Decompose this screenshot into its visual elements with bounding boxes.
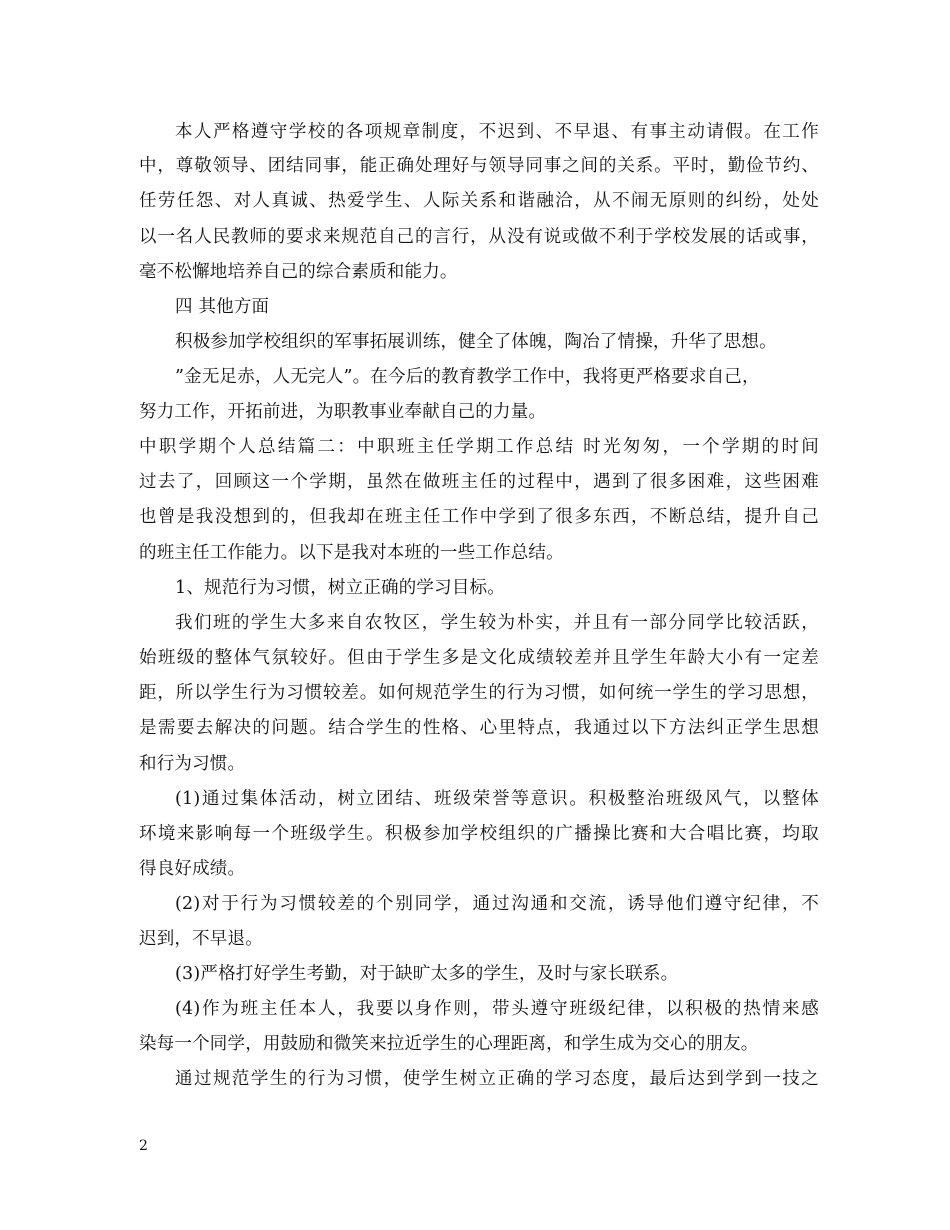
- text-line: 是需要去解决的问题。结合学生的性格、心里特点，我通过以下方法纠正学生思想: [139, 718, 819, 738]
- text-line: 环境来影响每一个班级学生。积极参加学校组织的广播操比赛和大合唱比赛，均取: [139, 824, 819, 844]
- page-number: 2: [139, 1138, 148, 1154]
- text-line: 和行为习惯。: [139, 754, 246, 774]
- text-line: (1)通过集体活动，树立团结、班级荣誉等意识。积极整治班级风气，以整体: [175, 789, 819, 809]
- text-line: 中，尊敬领导、团结同事，能正确处理好与领导同事之间的关系。平时，勤俭节约、: [139, 156, 819, 176]
- text-line: 的班主任工作能力。以下是我对本班的一些工作总结。: [139, 543, 564, 563]
- text-line: (4)作为班主任本人，我要以身作则，带头遵守班级纪律，以积极的热情来感: [175, 999, 819, 1019]
- text-line: 距，所以学生行为习惯较差。如何规范学生的行为习惯，如何统一学生的学习思想，: [139, 683, 819, 703]
- text-line: 努力工作，开拓前进，为职教事业奉献自己的力量。: [139, 402, 547, 422]
- text-line: 得良好成绩。: [139, 859, 246, 879]
- section-heading: 1、规范行为习惯，树立正确的学习目标。: [175, 578, 505, 598]
- text-line: 以一名人民教师的要求来规范自己的言行，从没有说或做不利于学校发展的话或事，: [139, 227, 819, 247]
- text-line: 通过规范学生的行为习惯，使学生树立正确的学习态度，最后达到学到一技之: [175, 1069, 819, 1089]
- text-line: 也曾是我没想到的，但我却在班主任工作中学到了很多东西，不断总结，提升自己: [139, 507, 819, 527]
- text-line: 始班级的整体气氛较好。但由于学生多是文化成绩较差并且学生年龄大小有一定差: [139, 648, 819, 668]
- text-line: 迟到，不早退。: [139, 929, 263, 949]
- text-line: 染每一个同学，用鼓励和微笑来拉近学生的心理距离，和学生成为交心的朋友。: [139, 1034, 759, 1054]
- text-line: (2)对于行为习惯较差的个别同学，通过沟通和交流，诱导他们遵守纪律，不: [175, 894, 819, 914]
- text-line: ”金无足赤，人无完人”。在今后的教育教学工作中，我将更严格要求自己，: [175, 367, 760, 387]
- text-line: 任劳任怨、对人真诚、热爱学生、人际关系和谐融洽，从不闹无原则的纠纷，处处: [139, 191, 819, 211]
- text-line: (3)严格打好学生考勤，对于缺旷太多的学生，及时与家长联系。: [175, 964, 679, 984]
- text-line: 毫不松懈地培养自己的综合素质和能力。: [139, 262, 458, 282]
- text-line: 本人严格遵守学校的各项规章制度，不迟到、不早退、有事主动请假。在工作: [175, 122, 819, 142]
- text-line: 过去了，回顾这一个学期，虽然在做班主任的过程中，遇到了很多困难，这些困难: [139, 472, 819, 492]
- article-heading-line: 中职学期个人总结篇二：中职班主任学期工作总结 时光匆匆，一个学期的时间: [139, 437, 819, 457]
- text-line: 积极参加学校组织的军事拓展训练，健全了体魄，陶冶了情操，升华了思想。: [175, 332, 777, 352]
- section-heading: 四 其他方面: [175, 297, 270, 317]
- text-line: 我们班的学生大多来自农牧区，学生较为朴实，并且有一部分同学比较活跃，: [175, 613, 819, 633]
